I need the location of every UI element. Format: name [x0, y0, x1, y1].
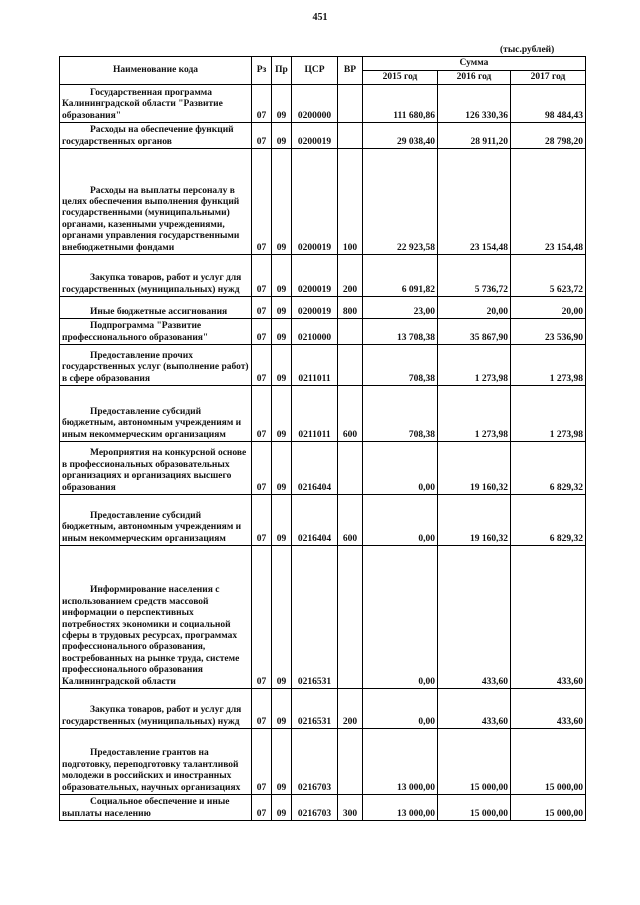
row-pr: 09 [272, 345, 292, 386]
row-vr: 200 [338, 689, 363, 729]
row-pr: 09 [272, 729, 292, 795]
row-csr: 0216531 [292, 546, 338, 689]
table-row [60, 495, 586, 546]
table-row [60, 319, 586, 345]
row-2017: 15 000,00 [511, 729, 586, 795]
row-2015: 0,00 [363, 546, 438, 689]
header-name: Наименование кода [60, 57, 252, 85]
row-2017: 5 623,72 [511, 255, 586, 297]
row-2016: 433,60 [438, 689, 511, 729]
row-name: Предоставление субсидий бюджетным, автономным учреждениям и иным некоммерческим организациям [60, 386, 252, 442]
row-name: Предоставление грантов на подготовку, переподготовку талантливой молодежи в российских и иностранных образовательных, научных организациях [60, 729, 252, 795]
row-rz: 07 [252, 729, 272, 795]
table-row [60, 386, 586, 442]
row-vr: 200 [338, 255, 363, 297]
table-row [60, 345, 586, 386]
row-rz: 07 [252, 495, 272, 546]
table-row [60, 795, 586, 821]
row-2017: 1 273,98 [511, 345, 586, 386]
row-vr [338, 442, 363, 495]
row-pr: 09 [272, 297, 292, 319]
row-csr: 0211011 [292, 386, 338, 442]
row-rz: 07 [252, 386, 272, 442]
header-2016: 2016 год [438, 71, 511, 85]
row-2017: 6 829,32 [511, 495, 586, 546]
row-2016: 35 867,90 [438, 319, 511, 345]
row-pr: 09 [272, 149, 292, 255]
row-2017: 28 798,20 [511, 123, 586, 149]
budget-table [59, 56, 586, 821]
row-2017: 1 273,98 [511, 386, 586, 442]
row-2017: 433,60 [511, 546, 586, 689]
row-csr: 0200019 [292, 123, 338, 149]
row-name: Предоставление прочих государственных услуг (выполнение работ) в сфере образования [60, 345, 252, 386]
row-pr: 09 [272, 85, 292, 123]
row-rz: 07 [252, 297, 272, 319]
row-vr [338, 123, 363, 149]
row-rz: 07 [252, 123, 272, 149]
row-2015: 708,38 [363, 386, 438, 442]
row-vr: 800 [338, 297, 363, 319]
row-name: Социальное обеспечение и иные выплаты населению [60, 795, 252, 821]
row-pr: 09 [272, 319, 292, 345]
row-2016: 433,60 [438, 546, 511, 689]
row-name: Расходы на выплаты персоналу в целях обеспечения выполнения функций государственными (муниципальными) органами, казенными учреждениями, органами управления государственными внебюджетными фондами [60, 149, 252, 255]
row-name: Закупка товаров, работ и услуг для государственных (муниципальных) нужд [60, 689, 252, 729]
row-name: Государственная программа Калининградской области "Развитие образования" [60, 85, 252, 123]
row-2015: 0,00 [363, 495, 438, 546]
row-2015: 13 000,00 [363, 729, 438, 795]
row-pr: 09 [272, 386, 292, 442]
row-vr: 600 [338, 495, 363, 546]
row-pr: 09 [272, 546, 292, 689]
row-2015: 708,38 [363, 345, 438, 386]
row-rz: 07 [252, 255, 272, 297]
row-2015: 23,00 [363, 297, 438, 319]
header-2017: 2017 год [511, 71, 586, 85]
row-2015: 0,00 [363, 442, 438, 495]
row-2016: 23 154,48 [438, 149, 511, 255]
row-csr: 0216531 [292, 689, 338, 729]
row-vr: 600 [338, 386, 363, 442]
row-csr: 0200019 [292, 149, 338, 255]
row-rz: 07 [252, 319, 272, 345]
row-rz: 07 [252, 546, 272, 689]
header-sum: Сумма [363, 57, 586, 71]
row-rz: 07 [252, 85, 272, 123]
units-label: (тыс.рублей) [500, 45, 555, 55]
row-2016: 20,00 [438, 297, 511, 319]
page-number: 451 [312, 12, 328, 23]
row-name: Информирование населения с использованием средств массовой информации о перспективных потребностях экономики и социальной сферы в трудовых ресурсах, программах профессионального образования, востребованных на рынке труда, системе профессионального образования Калининградской области [60, 546, 252, 689]
row-2015: 29 038,40 [363, 123, 438, 149]
row-csr: 0200000 [292, 85, 338, 123]
row-name: Мероприятия на конкурсной основе в профессиональных образовательных организациях и организациях высшего образования [60, 442, 252, 495]
row-pr: 09 [272, 689, 292, 729]
row-name: Предоставление субсидий бюджетным, автономным учреждениям и иным некоммерческим организациям [60, 495, 252, 546]
header-vr: ВР [338, 57, 363, 85]
row-2015: 111 680,86 [363, 85, 438, 123]
row-2016: 126 330,36 [438, 85, 511, 123]
row-csr: 0211011 [292, 345, 338, 386]
row-2015: 13 000,00 [363, 795, 438, 821]
row-csr: 0200019 [292, 255, 338, 297]
row-2017: 20,00 [511, 297, 586, 319]
row-pr: 09 [272, 795, 292, 821]
row-vr [338, 85, 363, 123]
row-vr [338, 546, 363, 689]
row-2017: 433,60 [511, 689, 586, 729]
row-csr: 0200019 [292, 297, 338, 319]
table-row [60, 729, 586, 795]
row-2016: 5 736,72 [438, 255, 511, 297]
row-2016: 1 273,98 [438, 386, 511, 442]
row-vr [338, 319, 363, 345]
row-rz: 07 [252, 149, 272, 255]
table-row [60, 689, 586, 729]
table-row [60, 297, 586, 319]
row-name: Подпрограмма "Развитие профессионального образования" [60, 319, 252, 345]
table-row [60, 123, 586, 149]
row-2015: 22 923,58 [363, 149, 438, 255]
row-pr: 09 [272, 123, 292, 149]
row-2016: 1 273,98 [438, 345, 511, 386]
row-2017: 6 829,32 [511, 442, 586, 495]
row-csr: 0216703 [292, 795, 338, 821]
row-vr: 100 [338, 149, 363, 255]
table-row [60, 546, 586, 689]
row-2016: 15 000,00 [438, 795, 511, 821]
row-csr: 0216404 [292, 495, 338, 546]
table-row [60, 442, 586, 495]
row-rz: 07 [252, 345, 272, 386]
row-pr: 09 [272, 495, 292, 546]
row-2017: 98 484,43 [511, 85, 586, 123]
table-row [60, 149, 586, 255]
row-2015: 6 091,82 [363, 255, 438, 297]
row-name: Расходы на обеспечение функций государственных органов [60, 123, 252, 149]
row-name: Иные бюджетные ассигнования [60, 297, 252, 319]
row-2017: 23 536,90 [511, 319, 586, 345]
row-pr: 09 [272, 442, 292, 495]
row-name: Закупка товаров, работ и услуг для государственных (муниципальных) нужд [60, 255, 252, 297]
row-2017: 15 000,00 [511, 795, 586, 821]
row-2016: 28 911,20 [438, 123, 511, 149]
row-csr: 0216404 [292, 442, 338, 495]
row-rz: 07 [252, 689, 272, 729]
row-vr [338, 345, 363, 386]
header-rz: Рз [252, 57, 272, 85]
row-2016: 15 000,00 [438, 729, 511, 795]
row-2015: 0,00 [363, 689, 438, 729]
row-2016: 19 160,32 [438, 495, 511, 546]
row-csr: 0210000 [292, 319, 338, 345]
row-rz: 07 [252, 795, 272, 821]
row-rz: 07 [252, 442, 272, 495]
row-2015: 13 708,38 [363, 319, 438, 345]
row-vr [338, 729, 363, 795]
row-2016: 19 160,32 [438, 442, 511, 495]
row-csr: 0216703 [292, 729, 338, 795]
row-pr: 09 [272, 255, 292, 297]
table-row [60, 85, 586, 123]
table-row [60, 255, 586, 297]
row-2017: 23 154,48 [511, 149, 586, 255]
row-vr: 300 [338, 795, 363, 821]
header-csr: ЦСР [292, 57, 338, 85]
header-pr: Пр [272, 57, 292, 85]
header-2015: 2015 год [363, 71, 438, 85]
